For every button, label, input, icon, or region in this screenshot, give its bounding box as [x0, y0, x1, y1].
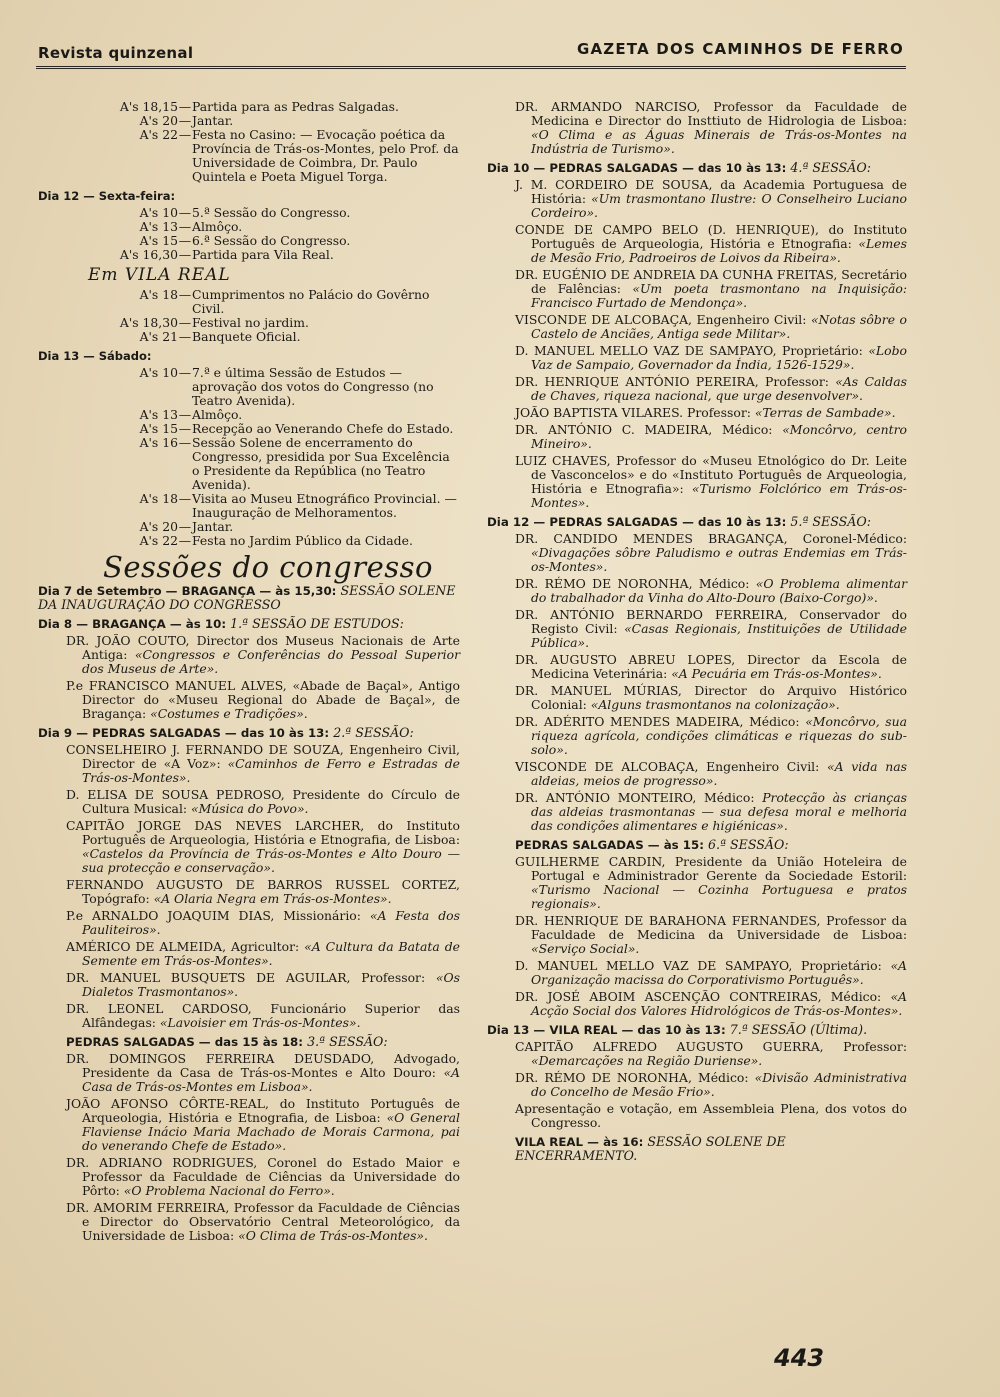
schedule-day12-list — [38, 206, 460, 262]
schedule-text: Jantar. — [192, 113, 234, 128]
speaker-entry — [487, 1071, 907, 1099]
session-heading-title: 5.ª SESSÃO: — [790, 514, 871, 529]
speaker-name: J. M. CORDEIRO DE SOUSA, da Academia Portuguesa de História: — [515, 177, 907, 206]
schedule-item — [38, 316, 460, 330]
speaker-name: D. MANUEL MELLO VAZ DE SAMPAYO, Proprietário: — [515, 343, 869, 358]
schedule-item — [38, 408, 460, 422]
schedule-text: Festa no Jardim Público da Cidade. — [192, 533, 413, 548]
session-heading — [487, 1023, 907, 1037]
speaker-entry — [38, 878, 460, 906]
schedule-time: A's 16,30 — [119, 247, 178, 262]
talk-title: «O Problema Nacional do Ferro». — [123, 1183, 335, 1198]
schedule-item — [38, 366, 460, 408]
speaker-name: DR. RÉMO DE NORONHA, Médico: — [515, 1070, 755, 1085]
schedule-dash: — — [178, 219, 192, 234]
schedule-vila-real-list — [38, 288, 460, 344]
speaker-name: D. MANUEL MELLO VAZ DE SAMPAYO, Proprietário: — [515, 958, 891, 973]
talk-title: «A Cultura da Batata de Semente em Trás-os-Montes». — [82, 939, 460, 968]
session-heading-title: 2.ª SESSÃO: — [333, 725, 414, 740]
speaker-entry — [487, 223, 907, 265]
schedule-dash: — — [178, 99, 192, 114]
talk-title: «Turismo Nacional — Cozinha Portuguesa e pratos regionais». — [531, 882, 907, 911]
speaker-name: DR. CANDIDO MENDES BRAGANÇA, Coronel-Médico: — [515, 531, 907, 546]
speaker-name: DR. MANUEL MÚRIAS, Director do Arquivo Histórico Colonial: — [515, 683, 907, 712]
schedule-item — [38, 220, 460, 234]
session-heading — [487, 515, 907, 529]
schedule-time: A's 18,15 — [119, 99, 178, 114]
schedule-dash: — — [178, 519, 192, 534]
schedule-dash: — — [178, 421, 192, 436]
schedule-text: Almôço. — [192, 219, 243, 234]
speaker-entry — [487, 268, 907, 310]
sessions-title: Sessões do congresso — [103, 550, 433, 584]
session-heading-title: 6.ª SESSÃO: — [708, 837, 789, 852]
session-heading — [515, 838, 907, 852]
schedule-dash: — — [178, 233, 192, 248]
schedule-time: A's 22 — [139, 127, 178, 142]
talk-title: «A vida nas aldeias, meios de progresso». — [531, 759, 908, 788]
schedule-text: Partida para Vila Real. — [192, 247, 334, 262]
talk-title: «Serviço Social». — [531, 941, 640, 956]
session-heading — [38, 726, 460, 740]
talk-title: «Lemes de Mesão Frio, Padroeiros de Loivos da Ribeira». — [531, 236, 907, 265]
speaker-name: DR. AMORIM FERREIRA, Professor da Faculdade de Ciências e Director do Observatório Central Meteorológico, da Universidade de Lisboa: — [66, 1200, 460, 1243]
speaker-name: VISCONDE DE ALCOBAÇA, Engenheiro Civil: — [515, 759, 828, 774]
talk-title: «Costumes e Tradições». — [150, 706, 308, 721]
speaker-name: JOÃO AFONSO CÔRTE-REAL, do Instituto Português de Arqueologia, História e Etnografia, de Lisboa: — [66, 1096, 460, 1125]
speaker-name: D. ELISA DE SOUSA PEDROSO, Presidente do Círculo de Cultura Musical: — [66, 787, 460, 816]
speaker-name: DR. ANTÓNIO MONTEIRO, Médico: — [515, 790, 763, 805]
speaker-entry — [487, 344, 907, 372]
schedule-text: Cumprimentos no Palácio do Govêrno Civil. — [192, 287, 430, 316]
speaker-name: CONDE DE CAMPO BELO (D. HENRIQUE), do Instituto Português de Arqueologia, História e Etnografia: — [515, 222, 907, 251]
talk-title: «Os Dialetos Trasmontanos». — [82, 970, 460, 999]
speaker-entry — [487, 577, 907, 605]
sessions-right-list — [487, 100, 907, 1163]
schedule-text: Festa no Casino: — Evocação poética da Província de Trás-os-Montes, pelo Prof. da Universidade de Coimbra, Dr. Paulo Quintela e Poeta Miguel Torga. — [192, 127, 459, 184]
speaker-name: DR. ADÉRITO MENDES MADEIRA, Médico: — [515, 714, 806, 729]
page-number: 443 — [774, 1344, 825, 1372]
speaker-name: DR. HENRIQUE DE BARAHONA FERNANDES, Professor da Faculdade de Medicina da Universidade de Lisboa: — [515, 913, 907, 942]
session-heading-text: Dia 8 — BRAGANÇA — às 10: — [38, 617, 227, 631]
session-heading-title: SESSÃO SOLENE DA INAUGURAÇÃO DO CONGRESSO — [38, 583, 456, 612]
schedule-item — [38, 520, 460, 534]
talk-title: «A Festa dos Pauliteiros». — [82, 908, 461, 937]
magazine-title: GAZETA DOS CAMINHOS DE FERRO — [576, 40, 904, 58]
talk-title: «O Clima de Trás-os-Montes». — [238, 1228, 428, 1243]
schedule-text: Almôço. — [192, 407, 243, 422]
schedule-item — [38, 436, 460, 492]
speaker-entry — [487, 454, 907, 510]
speaker-entry — [487, 375, 907, 403]
speaker-name: LUIZ CHAVES, Professor do «Museu Etnológico do Dr. Leite de Vasconcelos» e do «Instituto Português de Arqueologia, História e Etnografia»: — [515, 453, 907, 496]
session-heading-title: 3.ª SESSÃO: — [307, 1034, 388, 1049]
speaker-name: DR. AUGUSTO ABREU LOPES, Director da Escola de Medicina Veterinária: — [515, 652, 907, 681]
session-heading-title: 1.ª SESSÃO DE ESTUDOS: — [230, 616, 404, 631]
speaker-entry — [38, 1156, 460, 1198]
schedule-time: A's 13 — [139, 407, 178, 422]
speaker-entry — [487, 760, 907, 788]
speaker-entry — [38, 940, 460, 968]
schedule-item — [38, 114, 460, 128]
speaker-name: P.e ARNALDO JOAQUIM DIAS, Missionário: — [66, 908, 370, 923]
schedule-text: Recepção ao Venerando Chefe do Estado. — [192, 421, 454, 436]
speaker-entry — [487, 715, 907, 757]
speaker-name: DR. MANUEL BUSQUETS DE AGUILAR, Professor: — [66, 970, 436, 985]
speaker-entry — [487, 653, 907, 681]
speaker-name: DR. JOSÉ ABOIM ASCENÇÃO CONTREIRAS, Médico: — [515, 989, 891, 1004]
speaker-name: DR. ANTÓNIO C. MADEIRA, Médico: — [515, 422, 783, 437]
session-heading-text: Dia 9 — PEDRAS SALGADAS — das 10 às 13: — [38, 726, 330, 740]
talk-title: «A Pecuária em Trás-os-Montes». — [671, 666, 882, 681]
schedule-dash: — — [178, 407, 192, 422]
talk-title: «Congressos e Conferências do Pessoal Superior dos Museus de Arte». — [82, 647, 460, 676]
schedule-dash: — — [178, 315, 192, 330]
schedule-item — [38, 234, 460, 248]
talk-title: Protecção às crianças das aldeias trasmontanas — sua defesa moral e melhoria das condições alimentares e higiénicas». — [531, 790, 907, 833]
speaker-entry — [38, 1052, 460, 1094]
speaker-entry — [487, 684, 907, 712]
schedule-time: A's 10 — [139, 365, 178, 380]
schedule-text: Visita ao Museu Etnográfico Provincial. — Inauguração de Melhoramentos. — [192, 491, 457, 520]
speaker-name: Apresentação e votação, em Assembleia Plena, dos votos do Congresso. — [515, 1101, 907, 1130]
session-heading-title: 7.ª SESSÃO (Última). — [729, 1022, 868, 1037]
schedule-item — [38, 492, 460, 520]
session-heading — [38, 584, 460, 612]
speaker-name: DR. HENRIQUE ANTÓNIO PEREIRA, Professor: — [515, 374, 836, 389]
schedule-text: 6.ª Sessão do Congresso. — [192, 233, 351, 248]
speaker-name: FERNANDO AUGUSTO DE BARROS RUSSEL CORTEZ, Topógrafo: — [66, 877, 460, 906]
talk-title: «Divisão Administrativa do Concelho de Mesão Frio». — [531, 1070, 907, 1099]
session-heading-title: 4.ª SESSÃO: — [790, 160, 871, 175]
session-heading — [38, 617, 460, 631]
talk-title: «Casas Regionais, Instituições de Utilidade Pública». — [531, 621, 907, 650]
speaker-entry — [38, 788, 460, 816]
speaker-entry — [487, 178, 907, 220]
talk-title: «Divagações sôbre Paludismo e outras Endemias em Trás-os-Montes». — [531, 545, 907, 574]
speaker-entry — [38, 1002, 460, 1030]
schedule-time: A's 10 — [139, 205, 178, 220]
speaker-name: GUILHERME CARDIN, Presidente da União Hoteleira de Portugal e Administrador Gerente da Sociedade Estoril: — [515, 854, 907, 883]
schedule-text: Banquete Oficial. — [192, 329, 301, 344]
schedule-dash: — — [178, 365, 192, 380]
schedule-time: A's 22 — [139, 533, 178, 548]
speaker-entry — [487, 914, 907, 956]
talk-title: «O Clima e as Águas Minerais de Trás-os-Montes na Indústria de Turismo». — [531, 127, 907, 156]
session-heading-text: Dia 12 — PEDRAS SALGADAS — das 10 às 13: — [487, 515, 787, 529]
speaker-name: CAPITÃO ALFREDO AUGUSTO GUERRA, Professor: — [515, 1039, 907, 1054]
schedule-dash: — — [178, 533, 192, 548]
schedule-item — [38, 100, 460, 114]
speaker-name: DR. LEONEL CARDOSO, Funcionário Superior das Alfândegas: — [66, 1001, 460, 1030]
talk-title: «A Olaria Negra em Trás-os-Montes». — [153, 891, 392, 906]
schedule-dash: — — [178, 287, 192, 302]
schedule-item — [38, 206, 460, 220]
schedule-day11-list — [38, 100, 460, 184]
session-heading-text: VILA REAL — às 16: — [515, 1135, 644, 1149]
speaker-entry — [487, 313, 907, 341]
speaker-entry — [487, 532, 907, 574]
speaker-name: DR. DOMINGOS FERREIRA DEUSDADO, Advogado, Presidente da Casa de Trás-os-Montes e Alto Douro: — [66, 1051, 460, 1080]
magazine-subtitle: Revista quinzenal — [38, 44, 194, 62]
talk-title: «Castelos da Província de Trás-os-Montes e Alto Douro — sua protecção e conservação». — [82, 846, 460, 875]
speaker-entry — [487, 1040, 907, 1068]
schedule-time: A's 18 — [139, 287, 178, 302]
session-heading-title: SESSÃO SOLENE DE ENCERRAMENTO. — [515, 1134, 786, 1163]
talk-title: «Demarcações na Região Duriense». — [531, 1053, 763, 1068]
talk-title: «A Acção Social dos Valores Hidrológicos de Trás-os-Montes». — [531, 989, 907, 1018]
schedule-dash: — — [178, 247, 192, 262]
day13-heading: Dia 13 — Sábado: — [38, 349, 152, 363]
talk-title: «Lavoisier em Trás-os-Montes». — [159, 1015, 361, 1030]
speaker-entry — [487, 608, 907, 650]
speaker-name: JOÃO BAPTISTA VILARES. Professor: — [515, 405, 755, 420]
talk-title: «Terras de Sambade». — [754, 405, 896, 420]
schedule-dash: — — [178, 435, 192, 450]
talk-title: «Caminhos de Ferro e Estradas de Trás-os-Montes». — [82, 756, 460, 785]
speaker-name: DR. ARMANDO NARCISO, Professor da Faculdade de Medicina e Director do Insttiuto de Hidrologia de Lisboa: — [515, 99, 907, 128]
schedule-item — [38, 248, 460, 262]
schedule-time: A's 15 — [139, 233, 178, 248]
talk-title: «Um poeta trasmontano na Inquisição: Francisco Furtado de Mendonça». — [531, 281, 907, 310]
schedule-time: A's 18 — [139, 491, 178, 506]
speaker-entry — [487, 100, 907, 156]
schedule-item — [38, 288, 460, 316]
talk-title: «Um trasmontano Ilustre: O Conselheiro Luciano Cordeiro». — [531, 191, 908, 220]
speaker-name: CAPITÃO JORGE DAS NEVES LARCHER, do Instituto Português de Arqueologia, História e Etnografia, de Lisboa: — [66, 818, 460, 847]
speaker-name: DR. JOÃO COUTO, Director dos Museus Nacionais de Arte Antiga: — [66, 633, 460, 662]
session-heading-text: Dia 7 de Setembro — BRAGANÇA — às 15,30: — [38, 584, 337, 598]
session-heading-text: Dia 13 — VILA REAL — das 10 às 13: — [487, 1023, 726, 1037]
session-heading — [66, 1035, 460, 1049]
schedule-text: Sessão Solene de encerramento do Congresso, presidida por Sua Excelência o Presidente da República (no Teatro Avenida). — [192, 435, 450, 492]
schedule-dash: — — [178, 491, 192, 506]
talk-title: «A Casa de Trás-os-Montes em Lisboa». — [82, 1065, 460, 1094]
session-heading-text: PEDRAS SALGADAS — às 15: — [515, 838, 704, 852]
talk-title: «As Caldas de Chaves, riqueza nacional, que urge desenvolver». — [531, 374, 907, 403]
schedule-text: Jantar. — [192, 519, 234, 534]
schedule-time: A's 20 — [139, 519, 178, 534]
talk-title: «Turismo Folclórico em Trás-os-Montes». — [531, 481, 907, 510]
schedule-item — [38, 422, 460, 436]
schedule-dash: — — [178, 127, 192, 142]
schedule-day13-list — [38, 366, 460, 548]
speaker-entry — [487, 855, 907, 911]
schedule-text: 5.ª Sessão do Congresso. — [192, 205, 351, 220]
speaker-name: P.e FRANCISCO MANUEL ALVES, «Abade de Baçal», Antigo Director do «Museu Regional do Abade de Baçal», de Bragança: — [66, 678, 460, 721]
talk-title: «A Organização macissa do Corporativismo Português». — [531, 958, 907, 987]
sessions-left-list — [38, 584, 460, 1243]
speaker-entry — [38, 743, 460, 785]
schedule-item — [38, 534, 460, 548]
speaker-name: CONSELHEIRO J. FERNANDO DE SOUZA, Engenheiro Civil, Director de «A Voz»: — [66, 742, 460, 771]
schedule-text: Partida para as Pedras Salgadas. — [192, 99, 399, 114]
speaker-entry — [487, 406, 907, 420]
schedule-time: A's 20 — [139, 113, 178, 128]
schedule-time: A's 13 — [139, 219, 178, 234]
talk-title: «Notas sôbre o Castelo de Anciães, Antiga sede Militar». — [531, 312, 908, 341]
speaker-name: DR. EUGÉNIO DE ANDREIA DA CUNHA FREITAS, Secretário de Falências: — [515, 267, 907, 296]
speaker-name: VISCONDE DE ALCOBAÇA, Engenheiro Civil: — [515, 312, 811, 327]
speaker-entry — [487, 1102, 907, 1130]
speaker-name: DR. ANTÓNIO BERNARDO FERREIRA, Conservador do Registo Civil: — [515, 607, 907, 636]
speaker-entry — [38, 634, 460, 676]
speaker-name: DR. RÉMO DE NORONHA, Médico: — [515, 576, 756, 591]
talk-title: «O Problema alimentar do trabalhador da Vinha do Alto-Douro (Baixo-Corgo)». — [531, 576, 907, 605]
schedule-time: A's 16 — [139, 435, 178, 450]
talk-title: «Moncôrvo, sua riqueza agrícola, condições climáticas e riquezas do sub-solo». — [531, 714, 907, 757]
speaker-entry — [487, 423, 907, 451]
talk-title: «Música do Povo». — [191, 801, 309, 816]
left-column — [38, 100, 460, 1246]
schedule-text: 7.ª e última Sessão de Estudos — aprovação dos votos do Congresso (no Teatro Avenida). — [192, 365, 434, 408]
schedule-dash: — — [178, 205, 192, 220]
schedule-text: Festival no jardim. — [192, 315, 309, 330]
session-heading-text: PEDRAS SALGADAS — das 15 às 18: — [66, 1035, 303, 1049]
speaker-entry — [38, 1201, 460, 1243]
schedule-dash: — — [178, 113, 192, 128]
talk-title: «Alguns trasmontanos na colonização». — [590, 697, 840, 712]
session-heading — [515, 1135, 907, 1163]
schedule-time: A's 21 — [139, 329, 178, 344]
header-rule — [36, 66, 906, 69]
schedule-time: A's 15 — [139, 421, 178, 436]
speaker-entry — [38, 1097, 460, 1153]
speaker-name: AMÉRICO DE ALMEIDA, Agricultor: — [66, 939, 305, 954]
speaker-entry — [38, 909, 460, 937]
session-heading-text: Dia 10 — PEDRAS SALGADAS — das 10 às 13: — [487, 161, 787, 175]
speaker-entry — [487, 791, 907, 833]
schedule-item — [38, 330, 460, 344]
talk-title: «Moncôrvo, centro Mineiro». — [531, 422, 907, 451]
speaker-entry — [38, 819, 460, 875]
speaker-entry — [38, 679, 460, 721]
schedule-item — [38, 128, 460, 184]
day12-heading: Dia 12 — Sexta-feira: — [38, 189, 176, 203]
schedule-time: A's 18,30 — [119, 315, 178, 330]
speaker-entry — [487, 990, 907, 1018]
speaker-name: DR. ADRIANO RODRIGUES, Coronel do Estado Maior e Professor da Faculdade de Ciências da Universidade do Pôrto: — [66, 1155, 460, 1198]
right-column — [487, 100, 907, 1166]
schedule-dash: — — [178, 329, 192, 344]
talk-title: «O General Flaviense Inácio Maria Machado de Morais Carmona, pai do venerando Chefe de Estado». — [82, 1110, 460, 1153]
speaker-entry — [38, 971, 460, 999]
talk-title: «Lobo Vaz de Sampaio, Governador da Índia, 1526-1529». — [531, 343, 907, 372]
vila-real-heading: Em VILA REAL — [88, 265, 231, 285]
session-heading — [487, 161, 907, 175]
speaker-entry — [487, 959, 907, 987]
